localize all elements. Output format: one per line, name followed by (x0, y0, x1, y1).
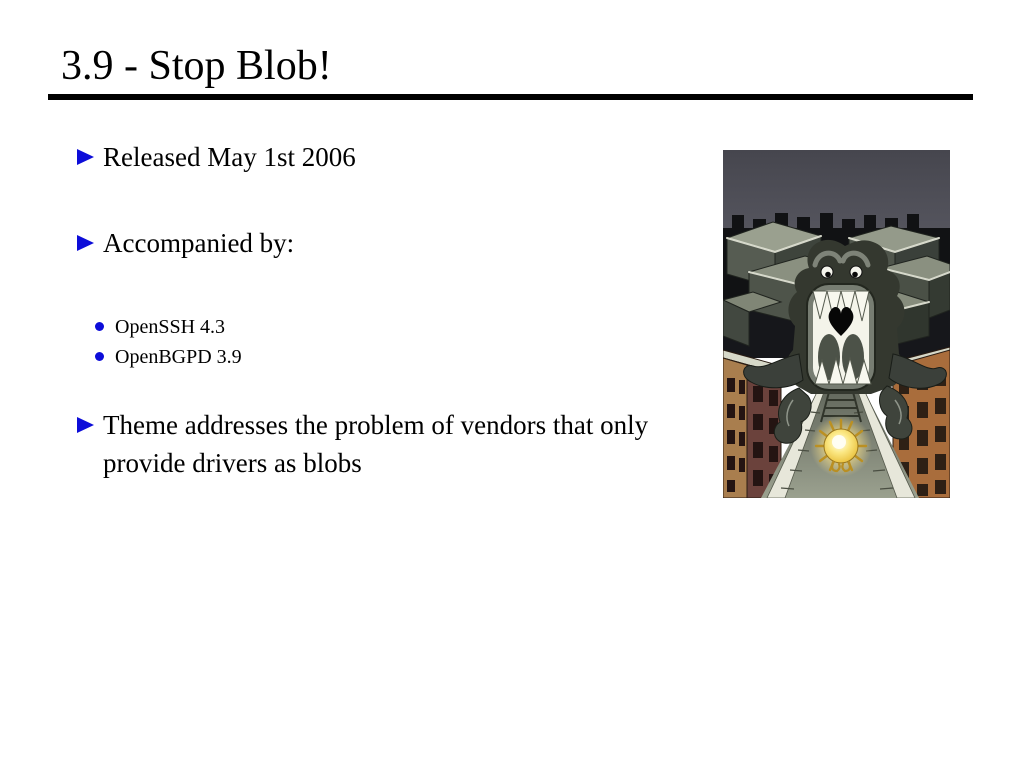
sub-bullet-openssh (95, 312, 242, 342)
bullet-label: Released May 1st 2006 (103, 142, 356, 172)
title-underline (48, 94, 973, 100)
stop-blob-artwork (723, 150, 950, 498)
bullet-accompanied (77, 226, 294, 260)
sub-bullet-label: OpenBGPD 3.9 (115, 346, 242, 368)
bullet-label: Theme addresses the problem of vendors that only provide drivers as blobs (103, 410, 649, 478)
sub-bullet-list (95, 312, 242, 372)
triangle-bullet-icon (77, 149, 94, 165)
sub-bullet-openbgpd (95, 342, 242, 372)
triangle-bullet-icon (77, 417, 94, 433)
blob-monster-illustration (723, 150, 950, 498)
triangle-bullet-icon (77, 235, 94, 251)
bullet-label: Accompanied by: (103, 228, 295, 258)
circle-bullet-icon (95, 352, 104, 361)
circle-bullet-icon (95, 322, 104, 331)
bullet-theme (77, 406, 723, 482)
slide-title: 3.9 - Stop Blob! (61, 43, 332, 89)
bullet-released (77, 140, 356, 174)
sub-bullet-label: OpenSSH 4.3 (115, 316, 226, 338)
